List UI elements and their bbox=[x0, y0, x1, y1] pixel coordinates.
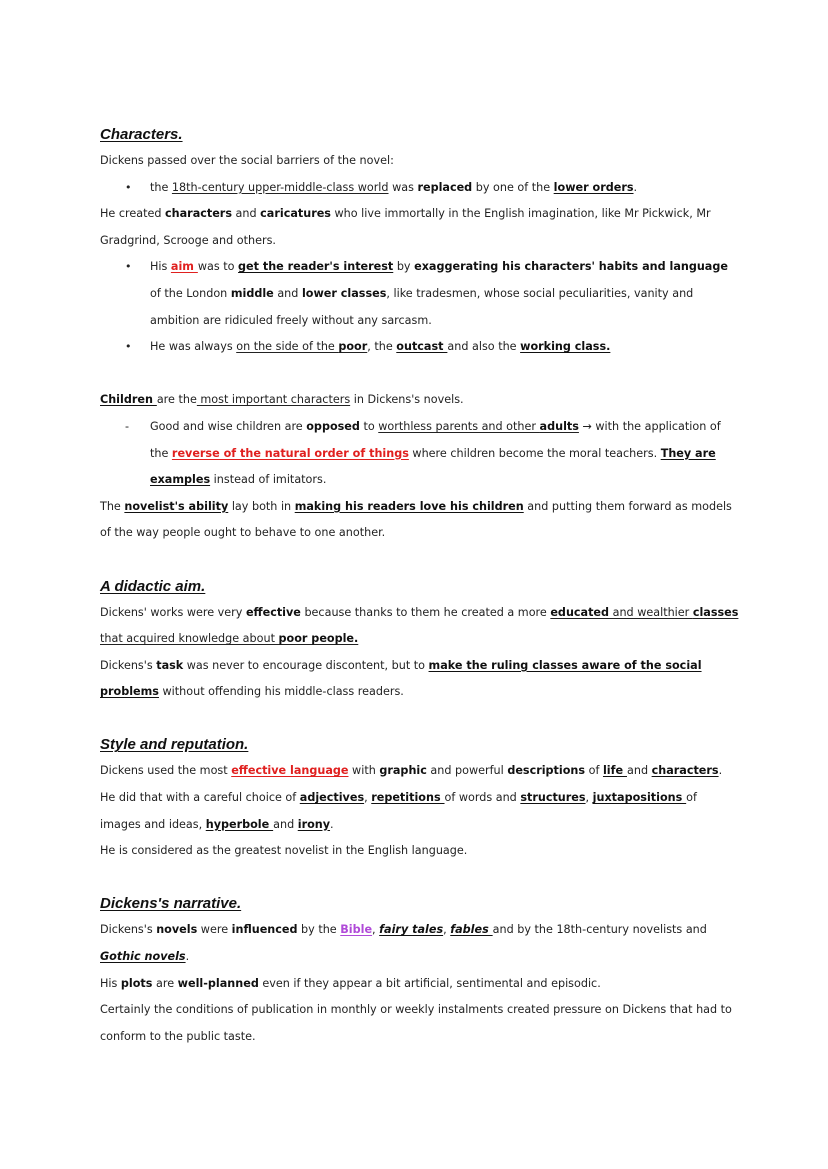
bullet-side-of-poor: • He was always on the side of the poor, the outcast and also the working class. bbox=[100, 334, 740, 361]
heading-didactic-aim: A didactic aim. bbox=[100, 577, 206, 595]
bullet-lower-orders: • the 18th-century upper-middle-class world was replaced by one of the lower orders. bbox=[100, 175, 740, 202]
para-novelists-ability: The novelist's ability lay both in making his readers love his children and putting them forward as models of the way people ought to behave to one another. bbox=[100, 499, 732, 540]
para-effective-works: Dickens' works were very effective because thanks to them he created a more educated and wealthier classes that acquired knowledge about poor people. bbox=[100, 605, 739, 646]
para-effective-language: Dickens used the most effective language with graphic and powerful descriptions of life and characters. bbox=[100, 764, 723, 778]
para-created-characters: He created characters and caricatures who live immortally in the English imagination, like Mr Pickwick, Mr Gradgrind, Scrooge and others. bbox=[100, 207, 711, 247]
para-children: Children are the most important characters in Dickens's novels. bbox=[100, 393, 464, 407]
heading-style-reputation: Style and reputation. bbox=[100, 736, 249, 754]
heading-dickens-narrative: Dickens's narrative. bbox=[100, 895, 242, 913]
characters-intro: Dickens passed over the social barriers of the novel: bbox=[100, 154, 394, 167]
para-careful-choice: He did that with a careful choice of adjectives, repetitions of words and structures, juxtapositions of images and ideas, hyperbole and irony. bbox=[100, 791, 697, 831]
para-publication-conditions: Certainly the conditions of publication in monthly or weekly instalments created pressure on Dickens that had to conform to the public taste. bbox=[100, 1003, 732, 1043]
document-body bbox=[100, 122, 740, 1050]
para-novels-influenced: Dickens's novels were influenced by the Bible, fairy tales, fables and by the 18th-century novelists and Gothic novels. bbox=[100, 923, 707, 964]
heading-characters: Characters. bbox=[100, 126, 183, 143]
para-dickens-task: Dickens's task was never to encourage discontent, but to make the ruling classes aware of the social problems without offending his middle-class readers. bbox=[100, 658, 702, 699]
para-greatest-novelist: He is considered as the greatest novelist in the English language. bbox=[100, 844, 468, 858]
bullet-aim: • His aim was to get the reader's interest by exaggerating his characters' habits and language of the London middle and lower classes, like tradesmen, whose social peculiarities, vanity and ambition are ridiculed freely without any sarcasm. bbox=[100, 254, 740, 334]
para-plots: His plots are well-planned even if they appear a bit artificial, sentimental and episodic. bbox=[100, 976, 601, 990]
dash-good-children: - Good and wise children are opposed to worthless parents and other adults → with the application of the reverse of the natural order of things where children become the moral teachers. They are examples instead of imitators. bbox=[100, 414, 740, 494]
